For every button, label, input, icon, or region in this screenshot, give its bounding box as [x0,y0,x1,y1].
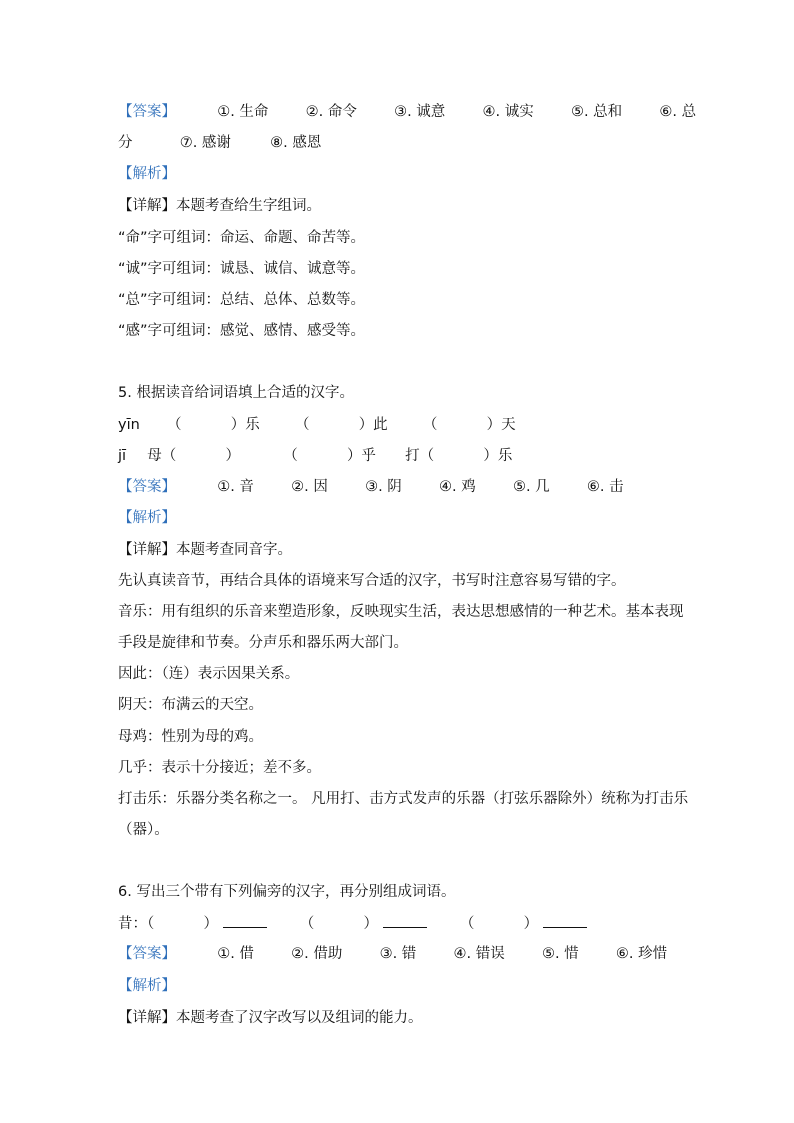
q5-row1-paren3: （ [422,417,438,433]
q4-answer-tag: 【答案】 [118,104,176,120]
q4-answer-row [118,102,696,122]
q5-pinyin-yin: yīn [118,417,140,433]
q4-line-3: “总”字可组词：总结、总体、总数等。 [118,292,366,308]
q5-line-4: 因此：（连）表示因果关系。 [118,666,300,682]
q5-answer-4: ④. 鸡 [439,479,476,495]
q5-row2-paren2: （ [283,448,298,464]
q4-answer-2: ②. 命令 [305,104,357,120]
q5-row2-blank3: ）乐 [483,448,513,464]
q6-answer-row [118,944,667,964]
q6-close-3: ） [523,916,539,932]
q4-answer-6-cont: 分 [118,135,133,151]
q5-line-2: 音乐：用有组织的乐音来塑造形象，反映现实生活，表达思想感情的一种艺术。基本表现 [118,604,684,620]
q6-answer-6: ⑥. 珍惜 [615,946,668,962]
q4-answer-row-cont [118,133,321,153]
q6-open-2: （ [299,916,315,932]
q6-title: 6. 写出三个带有下列偏旁的汉字，再分别组成词语。 [118,884,456,900]
q5-answer-row [118,477,624,497]
q5-row1-paren2: （ [294,417,310,433]
q5-row1-blank1: ）乐 [230,417,260,433]
q6-close-2: ） [363,916,379,932]
q6-blank-line-2 [383,913,427,928]
q5-row2-blank2: ）乎 [346,448,376,464]
q6-answer-1: ①. 借 [217,946,254,962]
q5-row2-paren3: 打（ [405,448,435,464]
q6-blank-line-1 [223,913,267,928]
q6-row [118,913,587,934]
q6-answer-5: ⑤. 惜 [541,946,579,962]
q4-answer-8: ⑧. 感恩 [270,135,322,151]
q4-answer-7: ⑦. 感谢 [179,135,231,151]
q5-answer-2: ②. 因 [291,479,328,495]
q5-line-1: 先认真读音节，再结合具体的语境来写合适的汉字，书写时注意容易写错的字。 [118,573,626,589]
q5-answer-3: ③. 阴 [365,479,402,495]
q5-answer-5: ⑤. 几 [512,479,550,495]
q5-row-ji [118,446,512,466]
q6-answer-3: ③. 错 [379,946,417,962]
q6-answer-tag: 【答案】 [118,946,176,962]
q5-line-8: 打击乐：乐器分类名称之一。 凡用打、击方式发声的乐器（打弦乐器除外）统称为打击乐 [118,791,689,807]
q5-answer-1: ①. 音 [217,479,254,495]
q5-row1-blank2: ）此 [358,417,388,433]
q5-analysis-tag: 【解析】 [118,510,176,526]
q4-answer-4: ④. 诚实 [482,104,534,120]
q6-label: 昔：（ [118,916,155,932]
q4-answer-6: ⑥. 总 [659,104,697,120]
q5-row-yin [118,415,516,435]
q4-answer-3: ③. 诚意 [394,104,446,120]
q4-answer-1: ①. 生命 [217,104,269,120]
q6-answer-2: ②. 借助 [291,946,343,962]
q5-title: 5. 根据读音给词语填上合适的汉字。 [118,385,354,401]
q5-line-7: 几乎：表示十分接近；差不多。 [118,760,321,776]
q6-open-3: （ [459,916,475,932]
q5-pinyin-ji: jī [118,448,127,464]
q6-blank-line-3 [543,913,587,928]
q6-answer-4: ④. 错误 [453,946,505,962]
q5-row2-blank1: ） [225,448,240,464]
q5-answer-tag: 【答案】 [118,479,176,495]
q5-answer-6: ⑥. 击 [586,479,624,495]
q5-row1-blank3: ）天 [486,417,516,433]
q4-line-2: “诚”字可组词：诚恳、诚信、诚意等。 [118,261,366,277]
q5-row2-paren1: 母（ [147,448,177,464]
q5-line-6: 母鸡：性别为母的鸡。 [118,729,263,745]
q6-close-1: ） [203,916,218,932]
q5-line-9: （器）。 [118,822,169,838]
q5-line-5: 阴天：布满云的天空。 [118,697,263,713]
q4-detail: 【详解】本题考查给生字组词。 [118,198,321,214]
q4-analysis-tag: 【解析】 [118,166,176,182]
q4-answer-5: ⑤. 总和 [570,104,623,120]
q5-line-3: 手段是旋律和节奏。分声乐和器乐两大部门。 [118,635,408,651]
q4-line-1: “命”字可组词：命运、命题、命苦等。 [118,230,366,246]
q4-line-4: “感”字可组词：感觉、感情、感受等。 [118,323,366,339]
q6-detail: 【详解】本题考查了汉字改写以及组词的能力。 [118,1010,423,1026]
q5-row1-paren: （ [167,417,182,433]
q6-analysis-tag: 【解析】 [118,978,176,994]
q5-detail: 【详解】本题考查同音字。 [118,542,292,558]
